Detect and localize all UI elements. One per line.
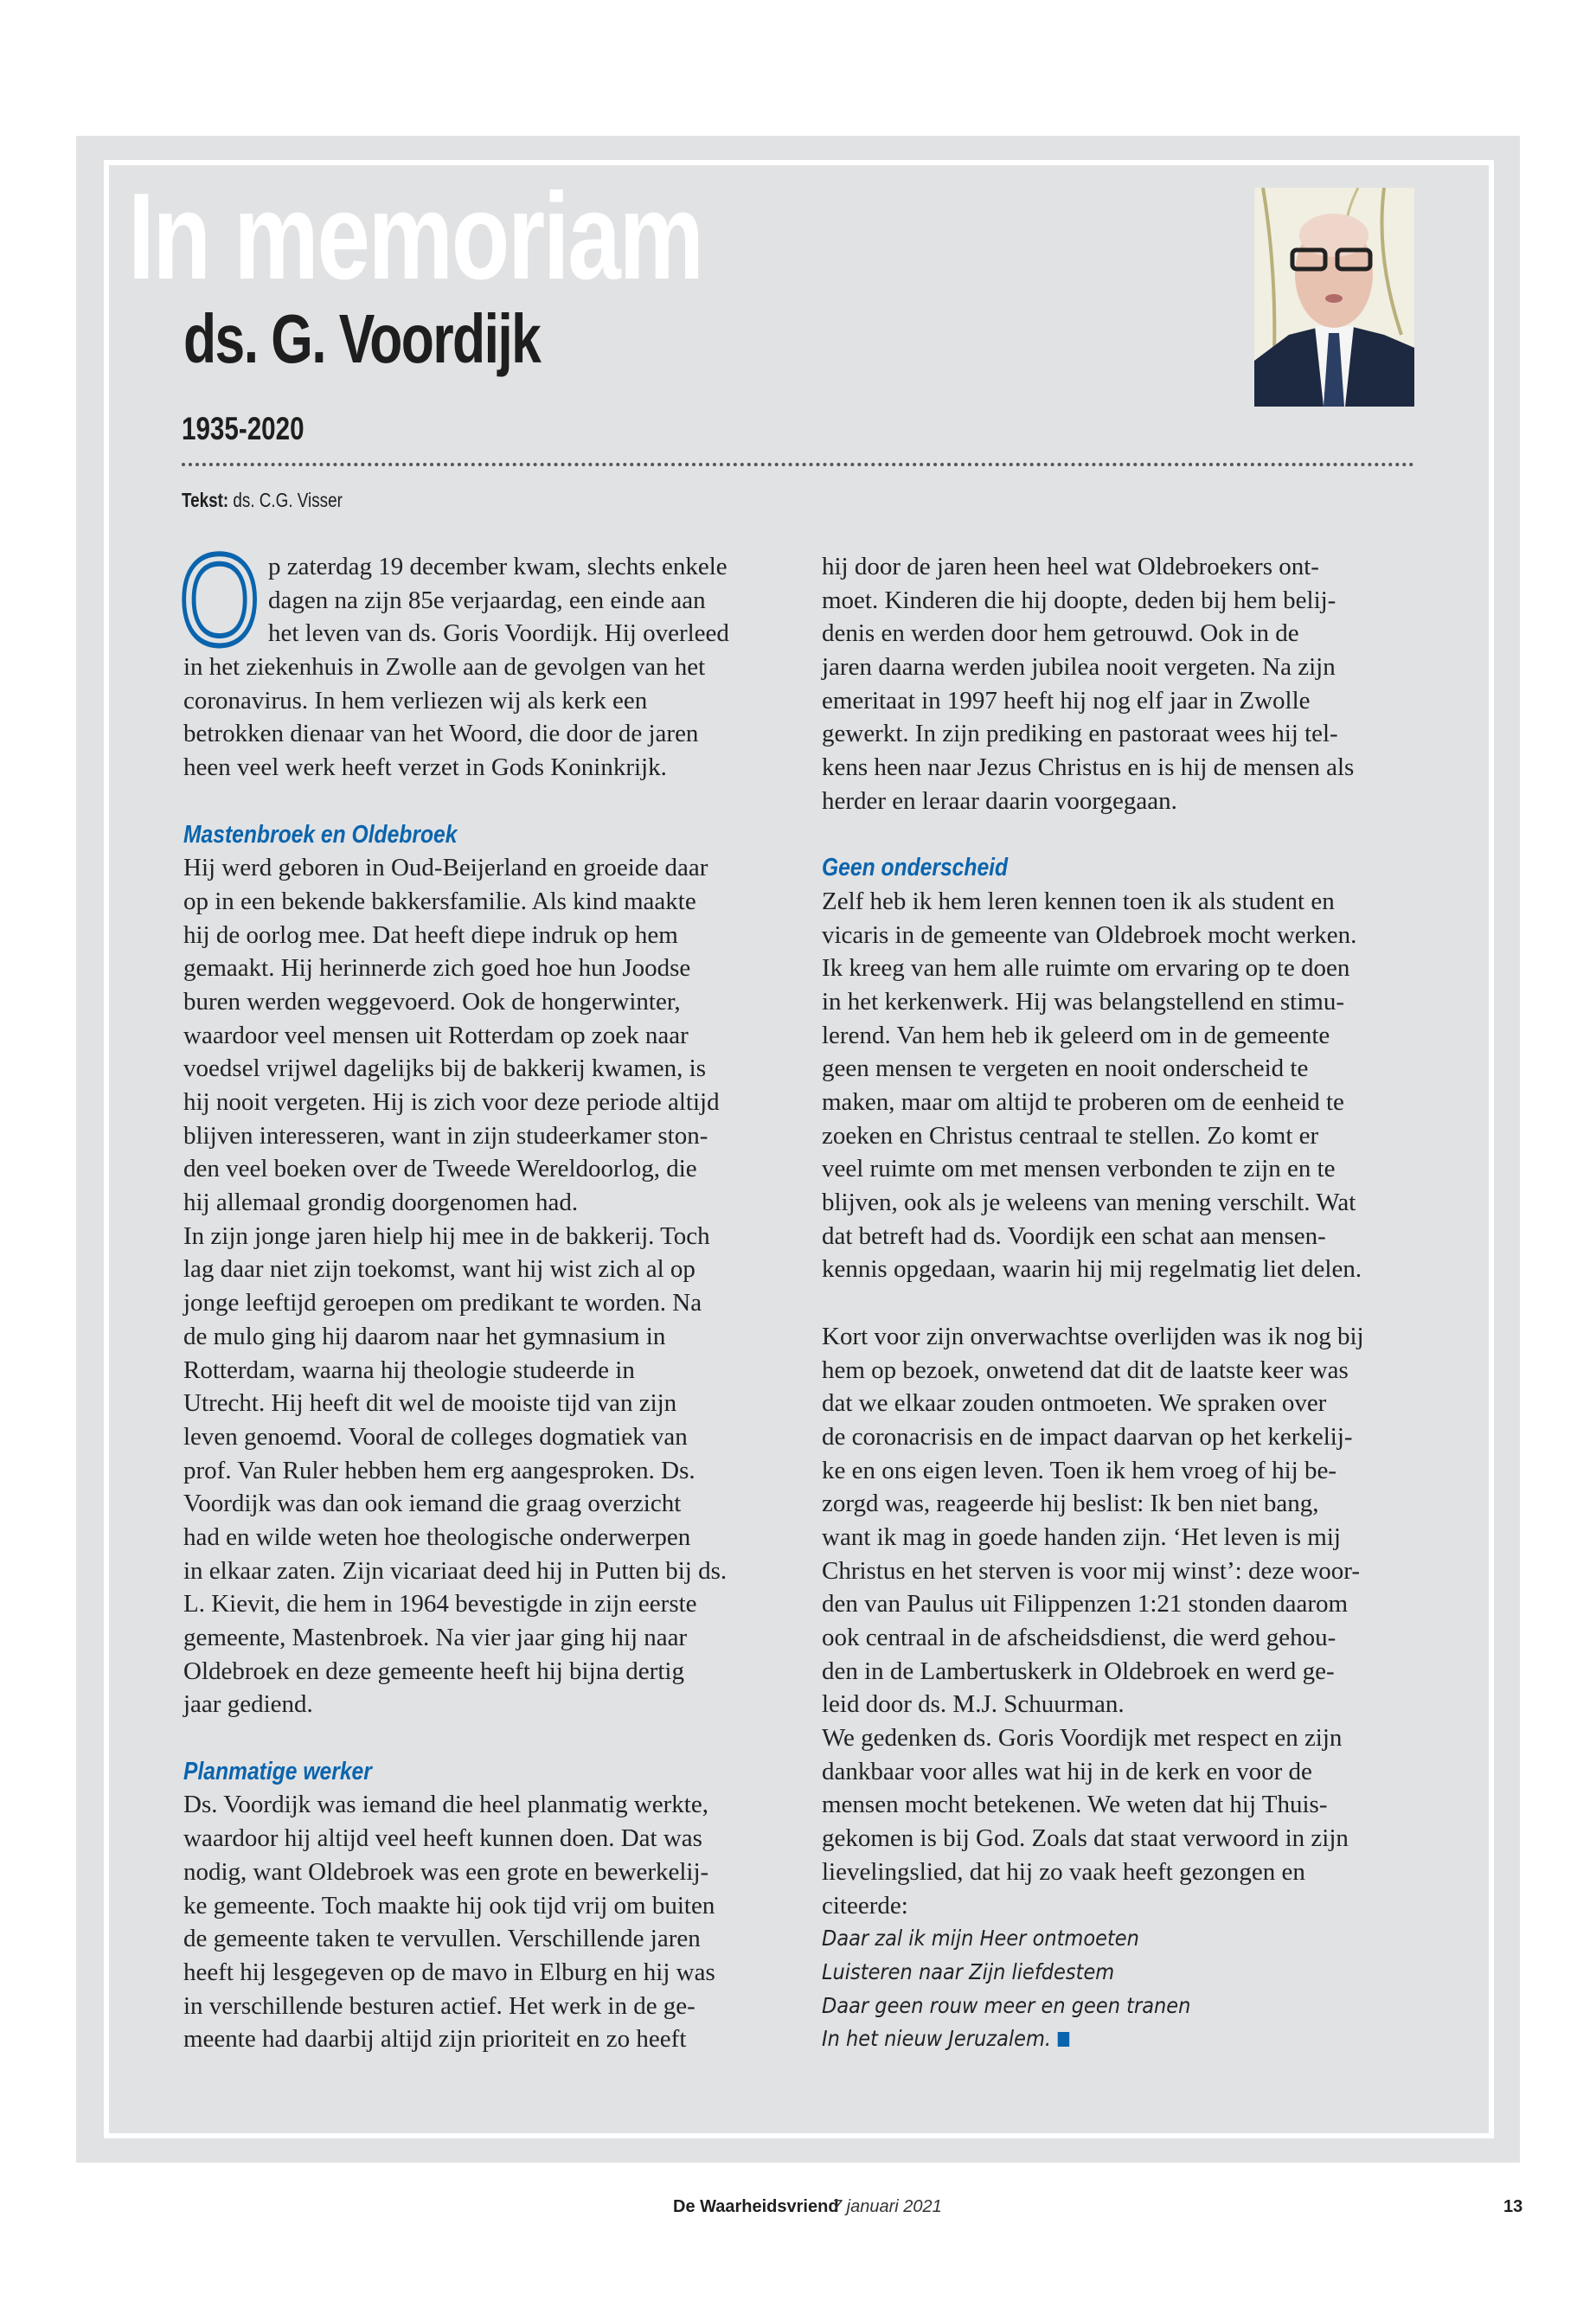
line-text: dagen na zijn 85e verjaardag, een einde aan xyxy=(268,586,706,614)
line-text: hij door de jaren heen heel wat Oldebroekers ont- xyxy=(822,553,1319,580)
line-text: den van Paulus uit Filippenzen 1:21 stonden daarom xyxy=(822,1590,1349,1618)
line-text: Daar geen rouw meer en geen tranen xyxy=(822,1992,1191,2018)
text-line xyxy=(822,1655,1427,1689)
text-line xyxy=(822,1521,1427,1554)
text-line xyxy=(183,617,789,651)
line-text: In het nieuw Jeruzalem. xyxy=(822,2026,1052,2052)
line-text: denis en werden door hem getrouwd. Ook in de xyxy=(822,619,1299,648)
line-text: in elkaar zaten. Zijn vicariaat deed hij in Putten bij ds. xyxy=(183,1556,727,1585)
text-line xyxy=(822,751,1427,785)
text-line xyxy=(183,717,789,751)
publication-name: De Waarheidsvriend xyxy=(673,2197,839,2216)
text-line xyxy=(822,985,1427,1019)
text-line xyxy=(822,1721,1427,1755)
line-text: gemeente, Mastenbroek. Na vier jaar ging hij naar xyxy=(183,1624,688,1651)
text-line xyxy=(822,1822,1427,1856)
text-line xyxy=(822,1454,1427,1488)
text-line xyxy=(183,651,789,684)
line-text: Ik kreeg van hem alle ruimte om ervaring op te doen xyxy=(822,954,1350,983)
text-line xyxy=(183,1554,789,1588)
text-line xyxy=(822,1487,1427,1521)
text-line xyxy=(822,1889,1427,1923)
text-line xyxy=(183,1253,789,1286)
text-line xyxy=(183,1420,789,1454)
line-text: nodig, want Oldebroek was een grote en bewerkelij- xyxy=(183,1857,709,1886)
text-line xyxy=(183,550,789,584)
text-line xyxy=(822,684,1427,718)
text-line xyxy=(822,1420,1427,1454)
line-text: moet. Kinderen die hij doopte, deden bij hem belij- xyxy=(822,586,1336,614)
line-text: geen mensen te vergeten en nooit onderscheid te xyxy=(822,1054,1309,1083)
line-text: den veel boeken over de Tweede Wereldoorlog, die xyxy=(183,1155,697,1183)
line-text: ke en ons eigen leven. Toen ik hem vroeg of hij be- xyxy=(822,1456,1336,1484)
text-line xyxy=(183,785,789,818)
text-line xyxy=(183,1387,789,1420)
line-text: lag daar niet zijn toekomst, want hij wist zich al op xyxy=(183,1255,695,1284)
article-column-left xyxy=(183,550,789,2056)
text-line xyxy=(822,919,1427,952)
text-line xyxy=(183,851,789,885)
text-line xyxy=(822,1856,1427,1889)
line-text: hem op bezoek, onwetend dat dit de laatste keer was xyxy=(822,1356,1349,1384)
text-line xyxy=(822,1152,1427,1186)
line-text: In zijn jonge jaren hielp hij mee in de bakkerij. Toch xyxy=(183,1221,710,1250)
text-line xyxy=(822,1052,1427,1086)
section-title: In memoriam xyxy=(128,168,702,305)
line-text: emeritaat in 1997 heeft hij nog elf jaar in Zwolle xyxy=(822,686,1311,715)
line-text: ook centraal in de afscheidsdienst, die werd gehou- xyxy=(822,1624,1336,1651)
line-text: leid door ds. M.J. Schuurman. xyxy=(822,1690,1125,1719)
text-line xyxy=(822,1220,1427,1253)
text-line xyxy=(183,1286,789,1320)
text-line xyxy=(183,952,789,985)
line-text: had en wilde weten hoe theologische onderwerpen xyxy=(183,1522,691,1551)
line-text: gekomen is bij God. Zoals dat staat verwoord in zijn xyxy=(822,1824,1349,1853)
line-text: blijven, ook als je weleens van mening verschilt. Wat xyxy=(822,1189,1356,1217)
line-text: lievelingslied, dat hij zo vaak heeft gezongen en xyxy=(822,1857,1305,1886)
text-line xyxy=(822,584,1427,618)
section-heading xyxy=(822,851,1336,885)
line-text: dat we elkaar zouden ontmoeten. We spraken over xyxy=(822,1389,1327,1418)
line-text: buren werden weggevoerd. Ook de hongerwinter, xyxy=(183,987,681,1016)
line-text: jaar gediend. xyxy=(183,1690,313,1719)
portrait-photo xyxy=(1254,188,1414,407)
text-line xyxy=(822,651,1427,684)
line-text: jaren daarna werden jubilea nooit vergeten. Na zijn xyxy=(822,653,1336,682)
line-text: hij allemaal grondig doorgenomen had. xyxy=(183,1189,579,1217)
section-heading xyxy=(183,1755,698,1789)
text-line xyxy=(822,1621,1427,1655)
text-line xyxy=(822,1320,1427,1354)
text-line xyxy=(183,584,789,618)
text-line xyxy=(822,1387,1427,1420)
line-text: Utrecht. Hij heeft dit wel de mooiste tijd van zijn xyxy=(183,1389,677,1418)
text-line xyxy=(183,1587,789,1621)
line-text: gemaakt. Hij herinnerde zich goed hoe hun Joodse xyxy=(183,954,691,983)
text-line xyxy=(183,1721,789,1755)
line-text: jonge leeftijd geroepen om predikant te worden. Na xyxy=(183,1289,702,1317)
line-text: We gedenken ds. Goris Voordijk met respect en zijn xyxy=(822,1724,1343,1753)
text-line xyxy=(183,1856,789,1889)
line-text: coronavirus. In hem verliezen wij als kerk een xyxy=(183,686,648,715)
text-line xyxy=(183,1956,789,1990)
page-number: 13 xyxy=(1503,2197,1523,2216)
line-text: Geen onderscheid xyxy=(822,854,1009,882)
person-name: ds. G. Voordijk xyxy=(183,300,541,377)
text-line xyxy=(183,1922,789,1956)
text-line xyxy=(822,1788,1427,1822)
text-line xyxy=(183,1655,789,1689)
text-line xyxy=(822,1286,1427,1320)
line-text: waardoor hij altijd veel heeft kunnen doen. Dat was xyxy=(183,1824,702,1853)
line-text: op in een bekende bakkersfamilie. Als kind maakte xyxy=(183,887,696,915)
text-line xyxy=(822,617,1427,651)
text-line xyxy=(822,717,1427,751)
line-text: mensen mocht betekenen. We weten dat hij Thuis- xyxy=(822,1791,1328,1819)
section-heading xyxy=(183,818,698,852)
line-text: veel ruimte om met mensen verbonden te zijn en te xyxy=(822,1155,1336,1183)
line-text: voedsel vrijwel dagelijks bij de bakkerij kwamen, is xyxy=(183,1054,707,1083)
line-text: zorgd was, reageerde hij beslist: Ik ben niet bang, xyxy=(822,1490,1319,1518)
text-line xyxy=(183,1788,789,1822)
poem-line xyxy=(822,2022,1367,2056)
text-line xyxy=(183,1889,789,1923)
text-line xyxy=(822,1554,1427,1588)
line-text: dat betreft had ds. Voordijk een schat aan mensen- xyxy=(822,1221,1326,1250)
line-text: blijven interesseren, want in zijn studeerkamer ston- xyxy=(183,1121,708,1150)
text-line xyxy=(183,1521,789,1554)
line-text: kennis opgedaan, waarin hij mij regelmatig liet delen. xyxy=(822,1255,1362,1284)
line-text: ke gemeente. Toch maakte hij ook tijd vrij om buiten xyxy=(183,1891,715,1920)
text-line xyxy=(822,1253,1427,1286)
line-text: de gemeente taken te vervullen. Verschillende jaren xyxy=(183,1925,701,1953)
end-mark-icon xyxy=(1057,2032,1069,2047)
line-text: in het ziekenhuis in Zwolle aan de gevolgen van het xyxy=(183,653,706,682)
text-line xyxy=(183,1487,789,1521)
text-line xyxy=(183,2022,789,2056)
line-text: prof. Van Ruler hebben hem erg aangesproken. Ds. xyxy=(183,1456,695,1484)
text-line xyxy=(183,1320,789,1354)
line-text: in verschillende besturen actief. Het werk in de ge- xyxy=(183,1991,695,2020)
line-text: waardoor veel mensen uit Rotterdam op zoek naar xyxy=(183,1021,689,1049)
text-line xyxy=(183,1019,789,1053)
line-text: citeerde: xyxy=(822,1891,908,1920)
life-years: 1935-2020 xyxy=(182,411,304,446)
line-text: de mulo ging hij daarom naar het gymnasium in xyxy=(183,1322,666,1350)
text-line xyxy=(183,1086,789,1119)
line-text: Planmatige werker xyxy=(183,1757,372,1785)
text-line xyxy=(822,1119,1427,1153)
line-text: gewerkt. In zijn prediking en pastoraat wees hij tel- xyxy=(822,720,1338,748)
text-line xyxy=(183,1186,789,1220)
line-text: het leven van ds. Goris Voordijk. Hij overleed xyxy=(268,619,729,648)
line-text: heen veel werk heeft verzet in Gods Koninkrijk. xyxy=(183,753,667,782)
text-line xyxy=(183,751,789,785)
line-text: vicaris in de gemeente van Oldebroek mocht werken. xyxy=(822,920,1357,949)
text-line xyxy=(183,1454,789,1488)
line-text: L. Kievit, die hem in 1964 bevestigde in zijn eerste xyxy=(183,1590,697,1618)
text-line xyxy=(822,1354,1427,1388)
article-column-right xyxy=(822,550,1427,2056)
poem-line xyxy=(822,1956,1367,1990)
line-text: herder en leraar daarin voorgegaan. xyxy=(822,786,1177,815)
line-text: Kort voor zijn onverwachtse overlijden was ik nog bij xyxy=(822,1322,1364,1350)
line-text: Rotterdam, waarna hij theologie studeerde in xyxy=(183,1356,635,1384)
line-text: maken, maar om altijd te proberen om de eenheid te xyxy=(822,1088,1344,1116)
line-text: heeft hij lesgegeven op de mavo in Elburg en hij was xyxy=(183,1958,715,1986)
line-text: hij nooit vergeten. Hij is zich voor deze periode altijd xyxy=(183,1088,720,1116)
byline-label: Tekst: xyxy=(182,489,229,511)
text-line xyxy=(183,1052,789,1086)
text-line xyxy=(183,1220,789,1253)
text-line xyxy=(822,550,1427,584)
line-text: in het kerkenwerk. Hij was belangstellend en stimu- xyxy=(822,987,1345,1016)
line-text: Luisteren naar Zijn liefdestem xyxy=(822,1958,1115,1984)
text-line xyxy=(183,1688,789,1721)
line-text: Mastenbroek en Oldebroek xyxy=(183,820,458,849)
line-text: den in de Lambertuskerk in Oldebroek en werd ge- xyxy=(822,1657,1335,1685)
line-text: Hij werd geboren in Oud-Beijerland en groeide daar xyxy=(183,854,708,882)
line-text: meente had daarbij altijd zijn prioriteit en zo heeft xyxy=(183,2025,687,2054)
line-text: dankbaar voor alles wat hij in de kerk en voor de xyxy=(822,1757,1312,1785)
line-text: Voordijk was dan ook iemand die graag overzicht xyxy=(183,1490,682,1518)
text-line xyxy=(822,1019,1427,1053)
line-text: zoeken en Christus centraal te stellen. Zo komt er xyxy=(822,1121,1319,1150)
line-text: kens heen naar Jezus Christus en is hij de mensen als xyxy=(822,753,1355,782)
issue-date: 7 januari 2021 xyxy=(832,2197,942,2216)
line-text: hij de oorlog mee. Dat heeft diepe indruk op hem xyxy=(183,920,678,949)
text-line xyxy=(183,1119,789,1153)
text-line xyxy=(183,1152,789,1186)
text-line xyxy=(183,1822,789,1856)
line-text: lerend. Van hem heb ik geleerd om in de gemeente xyxy=(822,1021,1330,1049)
byline-author: ds. C.G. Visser xyxy=(233,489,343,511)
text-line xyxy=(183,1621,789,1655)
line-text: p zaterdag 19 december kwam, slechts enkele xyxy=(268,553,727,580)
text-line xyxy=(822,1086,1427,1119)
text-line xyxy=(822,1186,1427,1220)
line-text: Oldebroek en deze gemeente heeft hij bijna dertig xyxy=(183,1657,684,1685)
text-line xyxy=(822,1755,1427,1789)
line-text: Ds. Voordijk was iemand die heel planmatig werkte, xyxy=(183,1791,708,1819)
poem-line xyxy=(822,1990,1367,2023)
text-line xyxy=(183,684,789,718)
text-line xyxy=(822,785,1427,818)
text-line xyxy=(183,985,789,1019)
line-text: Christus en het sterven is voor mij winst’: deze woor- xyxy=(822,1556,1360,1585)
text-line xyxy=(822,885,1427,919)
line-text: Zelf heb ik hem leren kennen toen ik als student en xyxy=(822,887,1335,915)
text-line xyxy=(183,1354,789,1388)
drop-cap: O xyxy=(179,527,260,672)
text-line xyxy=(822,952,1427,985)
line-text: Daar zal ik mijn Heer ontmoeten xyxy=(822,1926,1139,1952)
text-line xyxy=(822,1688,1427,1721)
divider-dotted xyxy=(182,463,1414,466)
line-text: betrokken dienaar van het Woord, die door de jaren xyxy=(183,720,699,748)
text-line xyxy=(183,885,789,919)
line-text: want ik mag in goede handen zijn. ‘Het leven is mij xyxy=(822,1522,1341,1551)
line-text: leven genoemd. Vooral de colleges dogmatiek van xyxy=(183,1422,688,1451)
line-text: de coronacrisis en de impact daarvan op het kerkelij- xyxy=(822,1422,1353,1451)
text-line xyxy=(183,1990,789,2023)
poem-line xyxy=(822,1922,1367,1956)
byline xyxy=(182,489,343,512)
text-line xyxy=(822,1587,1427,1621)
text-line xyxy=(183,919,789,952)
text-line xyxy=(822,818,1427,852)
